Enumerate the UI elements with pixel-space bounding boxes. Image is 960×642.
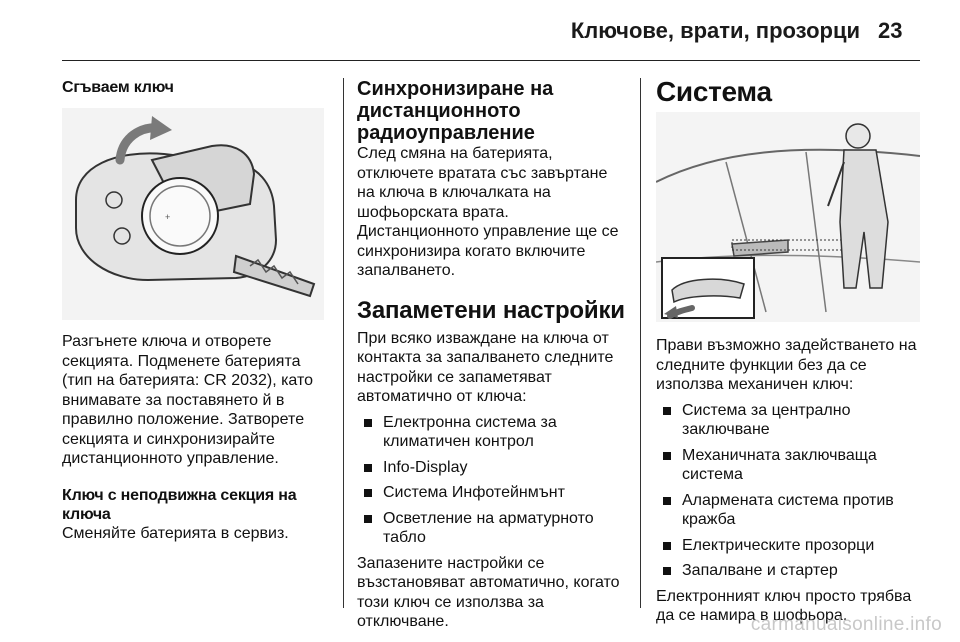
column-1-body xyxy=(62,332,328,543)
site-watermark: carmanualsonline.info xyxy=(750,614,942,635)
list-item: Електрическите прозорци xyxy=(656,536,928,556)
column-2 xyxy=(357,78,629,632)
svg-text:+: + xyxy=(165,212,171,222)
header-rule xyxy=(62,60,920,61)
list-item: Info-Display xyxy=(357,458,629,478)
list-item: Запалване и стартер xyxy=(656,561,928,581)
open-start-drawing xyxy=(656,112,920,322)
open-start-outro: Електронният ключ просто трябва да се намира в шофьора. xyxy=(656,587,912,624)
list-item: Осветление на арматурното табло xyxy=(357,509,629,548)
section-title: Ключове, врати, прозорци xyxy=(570,18,860,43)
folding-key-battery-illustration xyxy=(62,108,324,320)
saved-settings-heading: Запаметени настройки xyxy=(357,296,625,324)
column-divider-1 xyxy=(343,78,344,608)
open-start-heading: Система xyxy=(656,76,772,107)
column-divider-2 xyxy=(640,78,641,608)
list-item: Механичната заключваща система xyxy=(656,446,928,485)
list-item: Система за централно заключване xyxy=(656,401,928,440)
saved-settings-outro: Запазените настройки се възстановяват автоматично, когато този ключ се използва за отключване. xyxy=(357,554,620,630)
fixed-key-heading: Ключ с неподвижна секция на ключа xyxy=(62,486,297,523)
open-start-intro: Прави възможно задействането на следните функции без да се използва механичен ключ: xyxy=(656,337,917,393)
list-item: Алармената система против кражба xyxy=(656,491,928,530)
page-number: 23 xyxy=(878,18,903,43)
folding-key-paragraph: Разгънете ключа и отворете секцията. Подменете батерията (тип на батерията: CR 2032), като внимавате за поставянето й в правилно положение. Затворете секцията и синхронизирайте дистанционното управление. xyxy=(62,333,314,467)
open-start-list xyxy=(656,401,928,581)
column-3-body xyxy=(656,336,928,626)
open-and-start-car-door-illustration xyxy=(656,112,920,322)
sync-remote-paragraph: След смяна на батерията, отключете вратата със завъртане на ключа в ключалката на шофьорската врата. Дистанционното управление ще се синхронизира когато включите запалването. xyxy=(357,145,619,279)
column-1 xyxy=(62,78,328,97)
fixed-key-paragraph: Сменяйте батерията в сервиз. xyxy=(62,524,289,542)
saved-settings-list xyxy=(357,413,629,548)
list-item: Електронна система за климатичен контрол xyxy=(357,413,629,452)
folding-key-heading: Сгъваем ключ xyxy=(62,79,174,96)
saved-settings-intro: При всяко изваждане на ключа от контакта за запалването следните настройки се запаметяват автоматично от ключа: xyxy=(357,329,614,405)
sync-remote-heading: Синхронизиране на дистанционното радиоуправление xyxy=(357,78,554,144)
list-item: Система Инфотейнмънт xyxy=(357,483,629,503)
folding-key-battery-drawing xyxy=(62,108,324,320)
